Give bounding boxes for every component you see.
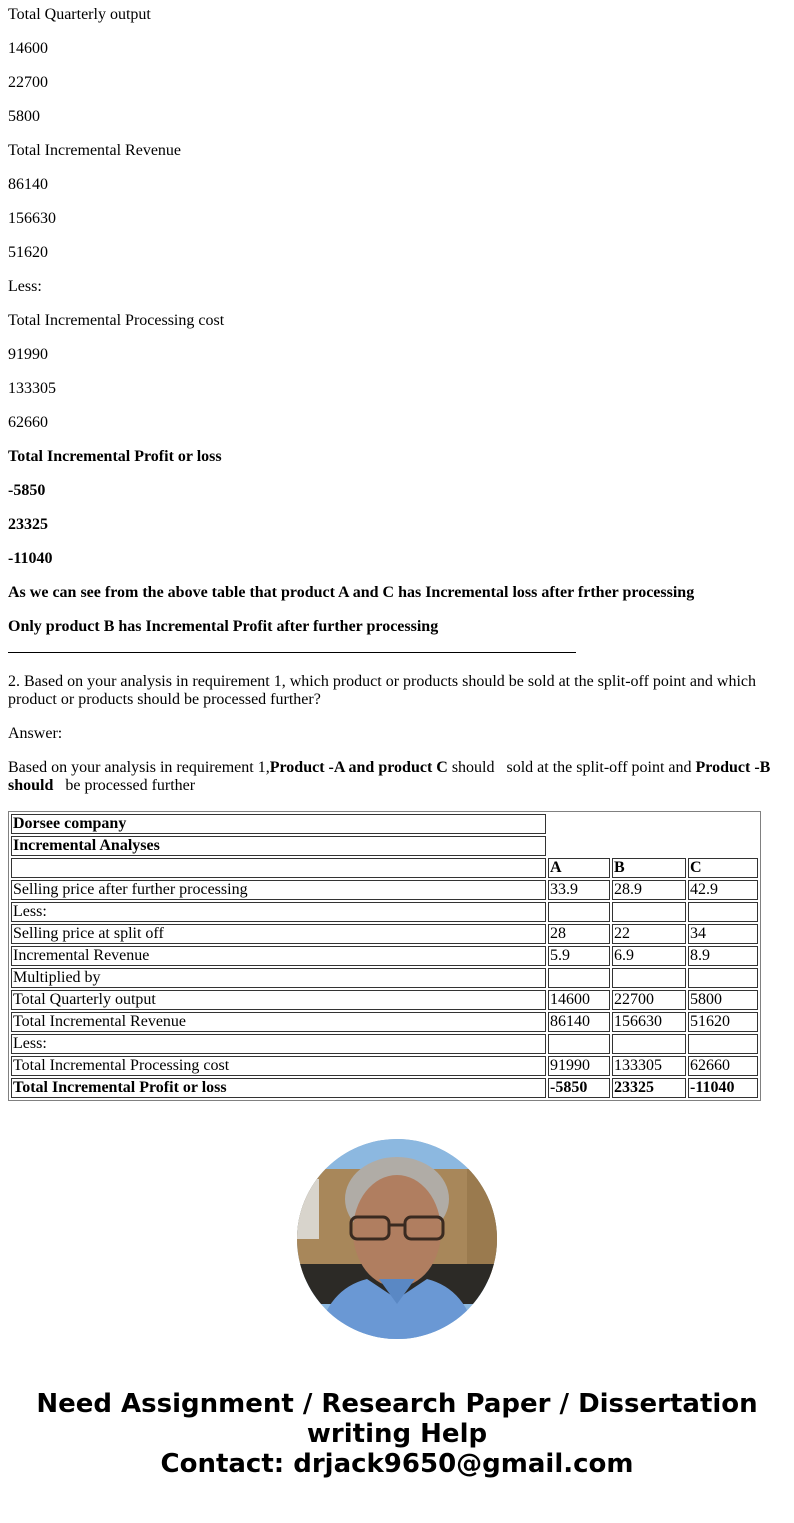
text-line: Total Quarterly output bbox=[8, 6, 151, 23]
text-line: 23325 bbox=[8, 516, 48, 533]
text-line: -5850 bbox=[8, 482, 46, 499]
row-label: Total Quarterly output bbox=[11, 990, 546, 1010]
question-text: 2. Based on your analysis in requirement 1, which product or products should be sold at the split-off point and which product or products should be processed further? bbox=[8, 673, 757, 708]
text-line: Less: bbox=[8, 278, 42, 295]
table-row bbox=[11, 990, 758, 1010]
cell-a bbox=[548, 902, 610, 922]
row-label: Total Incremental Revenue bbox=[11, 1012, 546, 1032]
text-line: 156630 bbox=[8, 210, 56, 227]
header-a: A bbox=[548, 858, 610, 878]
cell-b: 22700 bbox=[612, 990, 686, 1010]
promo-contact: Contact: drjack9650@gmail.com bbox=[160, 1449, 634, 1479]
preceding-text-block bbox=[8, 0, 786, 636]
promo-banner bbox=[8, 1389, 786, 1479]
cell-c bbox=[688, 968, 758, 988]
text-line: 133305 bbox=[8, 380, 56, 397]
row-label: Selling price at split off bbox=[11, 924, 546, 944]
table-title-row bbox=[11, 814, 758, 834]
answer-products-sold: Product -A and product C bbox=[269, 759, 448, 776]
answer-label: Answer: bbox=[8, 725, 63, 742]
table-row bbox=[11, 924, 758, 944]
row-label: Incremental Revenue bbox=[11, 946, 546, 966]
table-row bbox=[11, 1078, 758, 1098]
cell-a bbox=[548, 968, 610, 988]
text-line: 62660 bbox=[8, 414, 48, 431]
cell-b bbox=[612, 1034, 686, 1054]
row-label: Total Incremental Profit or loss bbox=[11, 1078, 546, 1098]
text-line: 91990 bbox=[8, 346, 48, 363]
cell-c: 34 bbox=[688, 924, 758, 944]
cell-b: 28.9 bbox=[612, 880, 686, 900]
cell-c: 8.9 bbox=[688, 946, 758, 966]
header-blank bbox=[11, 858, 546, 878]
incremental-analysis-table bbox=[8, 811, 761, 1101]
row-label: Total Incremental Processing cost bbox=[11, 1056, 546, 1076]
cell-c: -11040 bbox=[688, 1078, 758, 1098]
cell-a: -5850 bbox=[548, 1078, 610, 1098]
cell-b: 22 bbox=[612, 924, 686, 944]
answer-product-processed: Product -B should bbox=[8, 759, 771, 794]
text-line: Total Incremental Profit or loss bbox=[8, 448, 222, 465]
row-label: Less: bbox=[11, 1034, 546, 1054]
cell-b: 6.9 bbox=[612, 946, 686, 966]
row-label: Selling price after further processing bbox=[11, 880, 546, 900]
table-title: Dorsee company bbox=[11, 814, 546, 834]
row-label: Less: bbox=[11, 902, 546, 922]
text-line: 14600 bbox=[8, 40, 48, 57]
cell-c: 51620 bbox=[688, 1012, 758, 1032]
cell-b: 23325 bbox=[612, 1078, 686, 1098]
text-line: 5800 bbox=[8, 108, 40, 125]
text-line: Total Incremental Revenue bbox=[8, 142, 182, 159]
text-line: 22700 bbox=[8, 74, 48, 91]
cell-a: 28 bbox=[548, 924, 610, 944]
text-line: 51620 bbox=[8, 244, 48, 261]
horizontal-divider bbox=[8, 652, 576, 653]
header-b: B bbox=[612, 858, 686, 878]
table-row bbox=[11, 946, 758, 966]
table-row bbox=[11, 902, 758, 922]
cell-a: 91990 bbox=[548, 1056, 610, 1076]
text-line: 86140 bbox=[8, 176, 48, 193]
answer-part-5: be processed further bbox=[53, 777, 196, 794]
header-c: C bbox=[688, 858, 758, 878]
cell-a: 14600 bbox=[548, 990, 610, 1010]
cell-b: 156630 bbox=[612, 1012, 686, 1032]
table-row bbox=[11, 1056, 758, 1076]
table-subtitle: Incremental Analyses bbox=[11, 836, 546, 856]
table-row bbox=[11, 968, 758, 988]
cell-a: 5.9 bbox=[548, 946, 610, 966]
cell-b: 133305 bbox=[612, 1056, 686, 1076]
text-line: Total Incremental Processing cost bbox=[8, 312, 225, 329]
text-line: -11040 bbox=[8, 550, 53, 567]
cell-c: 42.9 bbox=[688, 880, 758, 900]
cell-b bbox=[612, 902, 686, 922]
answer-part-3: should sold at the split-off point and bbox=[447, 759, 696, 776]
text-line: As we can see from the above table that product A and C has Incremental loss after frther processing bbox=[8, 584, 695, 601]
portrait-image-icon bbox=[297, 1139, 497, 1339]
promo-line-1: Need Assignment / Research Paper / Dissertation writing Help bbox=[36, 1389, 758, 1449]
row-label: Multiplied by bbox=[11, 968, 546, 988]
cell-c bbox=[688, 902, 758, 922]
author-avatar-container bbox=[8, 1139, 786, 1339]
cell-a bbox=[548, 1034, 610, 1054]
text-line: Only product B has Incremental Profit after further processing bbox=[8, 618, 439, 635]
cell-c: 62660 bbox=[688, 1056, 758, 1076]
cell-a: 33.9 bbox=[548, 880, 610, 900]
cell-b bbox=[612, 968, 686, 988]
table-row bbox=[11, 880, 758, 900]
cell-c: 5800 bbox=[688, 990, 758, 1010]
table-row bbox=[11, 1034, 758, 1054]
answer-part-1: Based on your analysis in requirement 1, bbox=[8, 759, 270, 776]
table-row bbox=[11, 1012, 758, 1032]
cell-c bbox=[688, 1034, 758, 1054]
answer-text bbox=[8, 759, 786, 795]
author-avatar bbox=[297, 1139, 497, 1339]
cell-a: 86140 bbox=[548, 1012, 610, 1032]
table-header-row bbox=[11, 858, 758, 878]
